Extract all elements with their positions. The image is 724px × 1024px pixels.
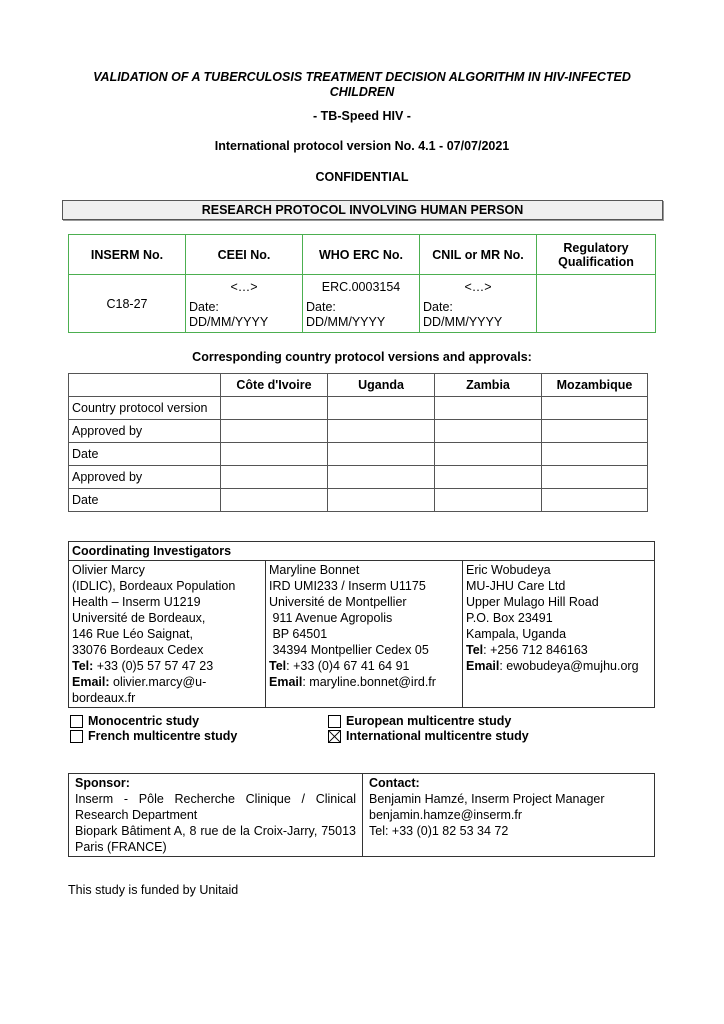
address-line: MU-JHU Care Ltd [466, 579, 566, 593]
row-label: Approved by [69, 420, 221, 443]
tel-label: Tel: [72, 659, 94, 673]
cell [328, 489, 435, 512]
tel-line [269, 658, 459, 674]
table-row [69, 466, 648, 489]
cell [435, 397, 542, 420]
confidential-label: CONFIDENTIAL [315, 170, 409, 184]
qualification-cell [537, 275, 656, 333]
sponsor-cell [69, 774, 363, 857]
email-line [466, 658, 651, 674]
cell [542, 397, 648, 420]
address-line: (IDLIC), Bordeaux Population [72, 579, 236, 593]
ceei-cell [186, 275, 303, 333]
inserm-number: C18-27 [69, 275, 186, 333]
address-line: IRD UMI233 / Inserm U1175 [269, 579, 426, 593]
tel-value: : +256 712 846163 [483, 643, 588, 657]
header-inserm: INSERM No. [69, 235, 186, 275]
address-line: Kampala, Uganda [466, 627, 567, 641]
sponsor-heading: Sponsor: [75, 776, 130, 790]
who-date-label: Date: [306, 300, 336, 314]
protocol-banner: RESEARCH PROTOCOL INVOLVING HUMAN PERSON [62, 200, 663, 220]
investigator-name: Olivier Marcy [72, 563, 145, 577]
row-label: Date [69, 489, 221, 512]
cell [221, 466, 328, 489]
table-row [69, 420, 648, 443]
regulatory-table [68, 234, 656, 333]
tel-line [466, 642, 651, 658]
protocol-version: International protocol version No. 4.1 - 07/07/2021 [214, 139, 510, 153]
cell [435, 466, 542, 489]
cnil-cell [420, 275, 537, 333]
cell [542, 466, 648, 489]
cnil-date: DD/MM/YYYY [423, 315, 503, 329]
cell [328, 443, 435, 466]
email-value: olivier.marcy@u-bordeaux.fr [72, 675, 207, 705]
email-line [72, 674, 262, 706]
contact-cell [363, 774, 655, 857]
header-cnil: CNIL or MR No. [420, 235, 537, 275]
french-multicentre-label: French multicentre study [88, 729, 238, 743]
cell [328, 397, 435, 420]
header-qualification: Regulatory Qualification [537, 235, 656, 275]
sponsor-address: Biopark Bâtiment A, 8 rue de la Croix-Jarry, 75013 Paris (FRANCE) [75, 824, 356, 854]
country-header-row [69, 374, 648, 397]
cell [542, 443, 648, 466]
cell [221, 489, 328, 512]
document-title: VALIDATION OF A TUBERCULOSIS TREATMENT DECISION ALGORITHM IN HIV-INFECTED CHILDREN [93, 70, 631, 99]
cell [542, 420, 648, 443]
email-value: : maryline.bonnet@ird.fr [302, 675, 436, 689]
monocentric-option[interactable] [70, 714, 199, 728]
checkbox-icon[interactable] [328, 715, 341, 728]
cell [221, 397, 328, 420]
study-acronym: - TB-Speed HIV - [313, 109, 411, 123]
french-multicentre-option[interactable] [70, 729, 237, 743]
row-label: Approved by [69, 466, 221, 489]
european-multicentre-option[interactable] [328, 714, 511, 728]
cell [221, 420, 328, 443]
address-line: 146 Rue Léo Saignat, [72, 627, 193, 641]
investigators-table [68, 541, 655, 708]
investigator-3 [463, 561, 655, 708]
tel-label: Tel [466, 643, 484, 657]
email-label: Email [269, 675, 303, 689]
country-table [68, 373, 648, 512]
address-line: Upper Mulago Hill Road [466, 595, 599, 609]
cnil-number: <…> [464, 280, 492, 294]
row-label: Date [69, 443, 221, 466]
address-line: 34394 Montpellier Cedex 05 [269, 643, 429, 657]
tel-label: Tel [269, 659, 287, 673]
address-line: 911 Avenue Agropolis [269, 611, 393, 625]
address-line: 33076 Bordeaux Cedex [72, 643, 204, 657]
cell [435, 443, 542, 466]
email-line [269, 674, 459, 690]
regulatory-header-row [69, 235, 656, 275]
address-line: Université de Montpellier [269, 595, 407, 609]
address-line: BP 64501 [269, 627, 328, 641]
checkbox-icon[interactable] [70, 715, 83, 728]
country-header-blank [69, 374, 221, 397]
international-multicentre-option[interactable] [328, 729, 529, 743]
contact-heading: Contact: [369, 776, 420, 790]
contact-tel: Tel: +33 (0)1 82 53 34 72 [369, 824, 509, 838]
funding-statement: This study is funded by Unitaid [68, 883, 239, 897]
ceei-number: <…> [230, 280, 258, 294]
international-multicentre-label: International multicentre study [346, 729, 529, 743]
email-label: Email: [72, 675, 110, 689]
email-label: Email [466, 659, 500, 673]
cell [542, 489, 648, 512]
country-header-uganda: Uganda [328, 374, 435, 397]
ceei-date-label: Date: [189, 300, 219, 314]
cell [435, 489, 542, 512]
header-who-erc: WHO ERC No. [303, 235, 420, 275]
cell [435, 420, 542, 443]
regulatory-value-row [69, 275, 656, 333]
investigator-name: Eric Wobudeya [466, 563, 551, 577]
tel-value: : +33 (0)4 67 41 64 91 [286, 659, 410, 673]
who-cell [303, 275, 420, 333]
checkbox-icon[interactable] [70, 730, 83, 743]
address-line: Health – Inserm U1219 [72, 595, 201, 609]
european-multicentre-label: European multicentre study [346, 714, 512, 728]
row-label: Country protocol version [69, 397, 221, 420]
sponsor-table [68, 773, 655, 857]
cell [328, 466, 435, 489]
cell [221, 443, 328, 466]
email-value: : ewobudeya@mujhu.org [499, 659, 639, 673]
who-date: DD/MM/YYYY [306, 315, 386, 329]
investigator-2 [266, 561, 463, 708]
table-row [69, 489, 648, 512]
sponsor-department: Inserm - Pôle Recherche Clinique / Clinical Research Department [75, 792, 356, 822]
address-line: P.O. Box 23491 [466, 611, 553, 625]
table-row [69, 443, 648, 466]
investigator-name: Maryline Bonnet [269, 563, 360, 577]
country-header-zambia: Zambia [435, 374, 542, 397]
header-ceei: CEEI No. [186, 235, 303, 275]
country-header-cote-divoire: Côte d'Ivoire [221, 374, 328, 397]
contact-name: Benjamin Hamzé, Inserm Project Manager [369, 792, 605, 806]
ceei-date: DD/MM/YYYY [189, 315, 269, 329]
cnil-date-label: Date: [423, 300, 453, 314]
table-row [69, 397, 648, 420]
contact-email: benjamin.hamze@inserm.fr [369, 808, 523, 822]
who-erc-number: ERC.0003154 [321, 280, 401, 294]
country-header-mozambique: Mozambique [542, 374, 648, 397]
investigator-1 [69, 561, 266, 708]
investigators-heading: Coordinating Investigators [69, 542, 655, 561]
tel-line [72, 658, 262, 674]
tel-value: +33 (0)5 57 57 47 23 [93, 659, 214, 673]
country-heading: Corresponding country protocol versions and approvals: [192, 350, 532, 364]
monocentric-label: Monocentric study [88, 714, 200, 728]
cell [328, 420, 435, 443]
checked-checkbox-icon[interactable] [328, 730, 341, 743]
address-line: Université de Bordeaux, [72, 611, 206, 625]
